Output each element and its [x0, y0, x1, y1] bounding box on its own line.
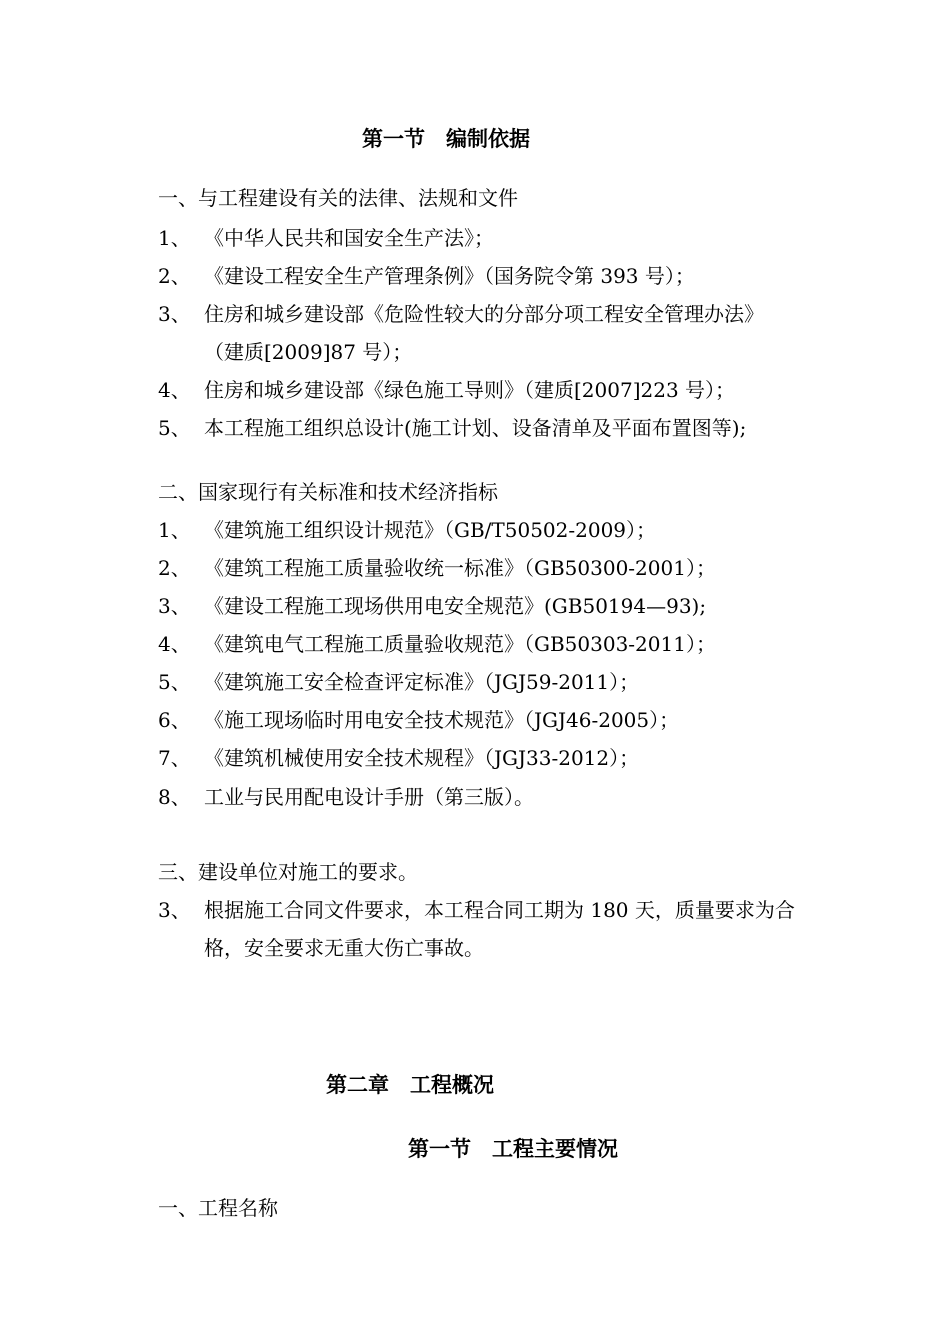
item-number: 2、: [158, 556, 191, 580]
item-text-continued: 格，安全要求无重大伤亡事故。: [204, 936, 484, 960]
item-text: 《建筑电气工程施工质量验收规范》（GB50303-2011）；: [204, 632, 716, 656]
item-number: 4、: [158, 632, 191, 656]
part-heading: 二、国家现行有关标准和技术经济指标: [158, 480, 498, 504]
part-heading: 三、建设单位对施工的要求。: [158, 860, 418, 884]
item-number: 8、: [158, 785, 191, 809]
part-heading: 一、工程名称: [158, 1196, 278, 1220]
item-number: 2、: [158, 264, 191, 288]
item-number: 1、: [158, 518, 191, 542]
part-heading: 一、与工程建设有关的法律、法规和文件: [158, 186, 518, 210]
item-text: 《建筑工程施工质量验收统一标准》（GB50300-2001）；: [204, 556, 716, 580]
item-text: 住房和城乡建设部《危险性较大的分部分项工程安全管理办法》: [204, 302, 764, 326]
item-text: 《施工现场临时用电安全技术规范》（JGJ46-2005）；: [204, 708, 680, 732]
item-number: 4、: [158, 378, 191, 402]
item-text: 住房和城乡建设部《绿色施工导则》（建质[2007]223 号）；: [204, 378, 736, 402]
item-number: 3、: [158, 594, 191, 618]
item-number: 7、: [158, 746, 191, 770]
item-text-continued: （建质[2009]87 号）；: [204, 340, 413, 364]
item-number: 6、: [158, 708, 191, 732]
item-text: 《中华人民共和国安全生产法》；: [204, 226, 494, 250]
item-text: 《建设工程施工现场供用电安全规范》(GB50194—93);: [204, 594, 707, 618]
item-number: 5、: [158, 670, 191, 694]
item-text: 本工程施工组织总设计(施工计划、设备清单及平面布置图等);: [204, 416, 747, 440]
item-number: 3、: [158, 898, 191, 922]
item-number: 1、: [158, 226, 191, 250]
item-text: 根据施工合同文件要求，本工程合同工期为 180 天，质量要求为合: [204, 898, 795, 922]
item-number: 5、: [158, 416, 191, 440]
section-title: 第一节 编制依据: [362, 127, 530, 151]
section-title: 第一节 工程主要情况: [408, 1137, 618, 1161]
chapter-title: 第二章 工程概况: [326, 1073, 494, 1097]
item-text: 《建设工程安全生产管理条例》（国务院令第 393 号）；: [204, 264, 695, 288]
item-text: 《建筑机械使用安全技术规程》（JGJ33-2012）；: [204, 746, 640, 770]
item-text: 工业与民用配电设计手册（第三版）。: [204, 785, 534, 809]
item-number: 3、: [158, 302, 191, 326]
item-text: 《建筑施工组织设计规范》（GB/T50502-2009）；: [204, 518, 657, 542]
item-text: 《建筑施工安全检查评定标准》（JGJ59-2011）；: [204, 670, 640, 694]
